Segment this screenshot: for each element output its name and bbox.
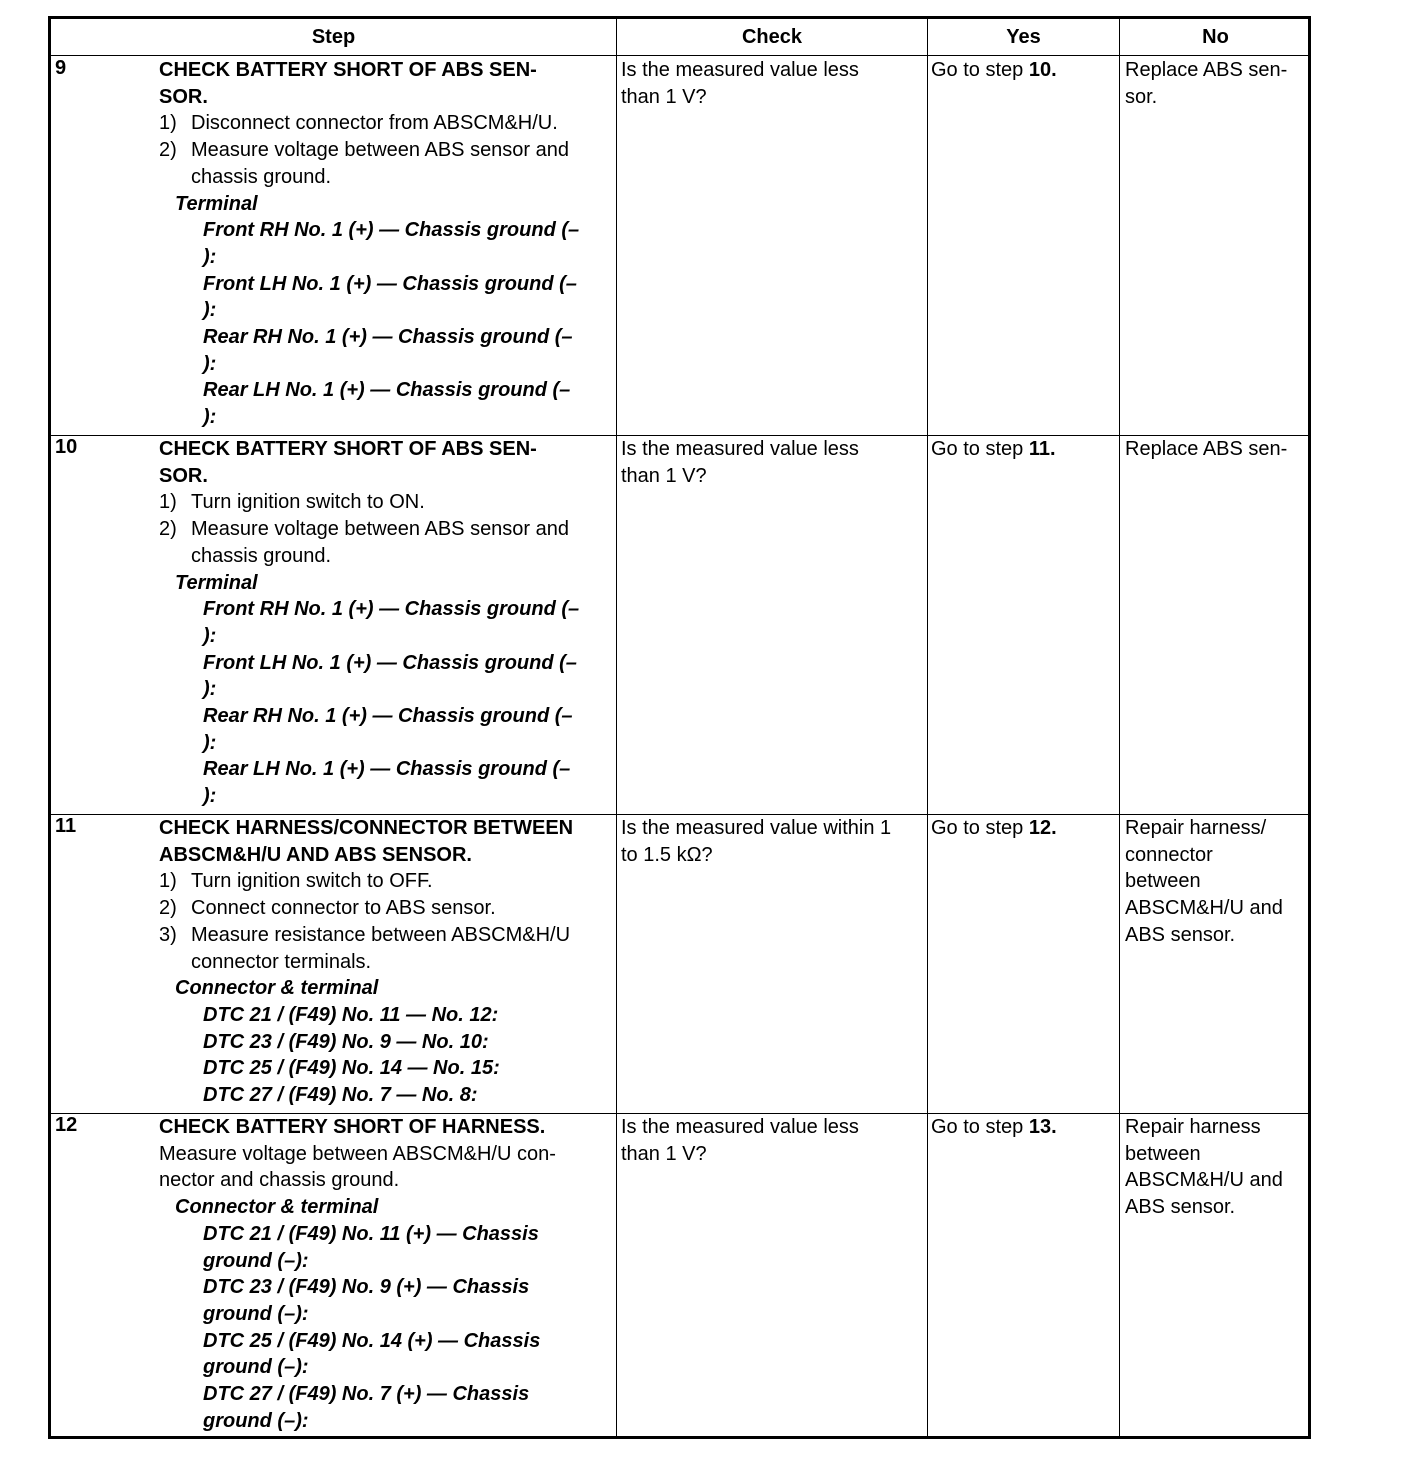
no-text: Replace ABS sen- [1125,59,1288,81]
no-cell [1125,1114,1311,1221]
list-item: 2) Measure voltage between ABS sensor and [159,518,570,541]
no-text-cont: ABSCM&H/U and [1125,1169,1283,1192]
terminal-heading: Terminal [175,571,258,594]
yes-cell [931,815,1119,842]
list-item: 1) Turn ignition switch to ON. [159,491,425,514]
no-cell [1125,57,1311,110]
check-text: Is the measured value within 1 [621,817,892,839]
list-item-text: Disconnect connector from ABSCM&H/U. [191,112,558,135]
yes-step-ref: 12. [1028,817,1057,839]
terminal-spec: DTC 25 / (F49) No. 14 (+) — Chassis [203,1329,541,1352]
step-instructions [159,815,619,1109]
no-text-cont: ABS sensor. [1125,1196,1236,1219]
step-body: Measure voltage between ABSCM&H/U con- [159,1142,556,1165]
check-cell [621,1114,926,1167]
step-number: 10 [55,436,78,458]
list-item: 2) Measure voltage between ABS sensor and [159,139,570,162]
yes-text: Go to step [931,817,1029,839]
terminal-spec-cont: ground (–): [203,1356,309,1379]
terminal-spec-cont: ): [203,678,217,701]
no-cell [1125,436,1311,463]
check-text-cont: to 1.5 kΩ? [621,843,713,866]
check-text: Is the measured value less [621,1116,859,1138]
terminal-spec: Rear LH No. 1 (+) — Chassis ground (– [203,758,571,781]
no-text-cont: ABSCM&H/U and [1125,897,1283,920]
list-item: 1) Turn ignition switch to OFF. [159,870,433,893]
terminal-spec: DTC 27 / (F49) No. 7 — No. 8: [203,1084,478,1107]
terminal-spec-cont: ground (–): [203,1249,309,1272]
list-item-cont [159,164,619,191]
list-item: 3) Measure resistance between ABSCM&H/U [159,923,571,946]
no-text: Repair harness/ [1125,817,1267,839]
no-text-cont: between [1125,870,1201,893]
connector-terminal-heading: Connector & terminal [175,977,379,1000]
terminal-spec: DTC 23 / (F49) No. 9 (+) — Chassis [203,1276,530,1299]
no-cell [1125,815,1311,949]
terminal-spec: Rear RH No. 1 (+) — Chassis ground (– [203,705,573,728]
terminal-spec: Front LH No. 1 (+) — Chassis ground (– [203,651,577,674]
terminal-spec-cont: ground (–): [203,1409,309,1432]
column-divider-check-yes [927,19,928,1436]
list-item-text: chassis ground. [191,544,332,567]
no-text-cont: connector [1125,843,1213,866]
terminal-spec: Rear LH No. 1 (+) — Chassis ground (– [203,379,571,402]
terminal-spec: DTC 25 / (F49) No. 14 — No. 15: [203,1057,500,1080]
check-text-cont: than 1 V? [621,1142,707,1165]
check-text: Is the measured value less [621,438,859,460]
connector-terminal-heading: Connector & terminal [175,1196,379,1219]
troubleshooting-table [48,16,1311,1439]
step-title: CHECK BATTERY SHORT OF ABS SEN- [159,438,537,460]
list-item-text: Measure resistance between ABSCM&H/U [191,923,571,946]
list-item-text: Measure voltage between ABS sensor and [191,518,570,541]
check-cell [621,815,926,868]
check-text-cont: than 1 V? [621,85,707,108]
terminal-spec-cont: ): [203,299,217,322]
terminal-heading: Terminal [175,192,258,215]
terminal-spec-cont: ): [203,624,217,647]
check-cell [621,436,926,489]
list-item-text: Connect connector to ABS sensor. [191,897,496,920]
terminal-spec-cont: ground (–): [203,1302,309,1325]
yes-step-ref: 10. [1028,59,1057,81]
list-item-cont [159,543,619,570]
step-instructions [159,436,619,810]
terminal-spec: Front RH No. 1 (+) — Chassis ground (– [203,598,580,621]
step-title-cont: SOR. [159,85,208,108]
list-item-text: connector terminals. [191,950,372,973]
step-instructions [159,57,619,431]
terminal-spec-cont: ): [203,245,217,268]
terminal-spec-cont: ): [203,406,217,429]
terminal-spec: Rear RH No. 1 (+) — Chassis ground (– [203,326,573,349]
yes-cell [931,436,1119,463]
no-text: Replace ABS sen- [1125,438,1288,460]
check-cell [621,57,926,110]
step-title: CHECK HARNESS/CONNECTOR BETWEEN [159,817,574,839]
terminal-spec: DTC 27 / (F49) No. 7 (+) — Chassis [203,1383,530,1406]
terminal-spec: DTC 23 / (F49) No. 9 — No. 10: [203,1030,489,1053]
header-yes: Yes [1006,26,1041,48]
step-number: 12 [55,1114,78,1136]
no-text-cont: sor. [1125,85,1158,108]
yes-step-ref: 11. [1028,438,1056,460]
terminal-spec: Front RH No. 1 (+) — Chassis ground (– [203,219,580,242]
column-divider-yes-no [1119,19,1120,1436]
terminal-spec-cont: ): [203,352,217,375]
list-item-text: Measure voltage between ABS sensor and [191,139,570,162]
list-item-cont [159,949,619,976]
list-item-text: Turn ignition switch to OFF. [191,870,433,893]
step-title-cont: SOR. [159,464,208,487]
list-item: 2) Connect connector to ABS sensor. [159,897,496,920]
list-item-text: Turn ignition switch to ON. [191,491,425,514]
no-text-cont: between [1125,1142,1201,1165]
terminal-spec: DTC 21 / (F49) No. 11 — No. 12: [203,1003,499,1026]
header-no: No [1202,26,1229,48]
terminal-spec: Front LH No. 1 (+) — Chassis ground (– [203,272,577,295]
yes-text: Go to step [931,438,1029,460]
step-instructions [159,1114,619,1434]
step-number: 11 [55,815,77,837]
step-title-cont: ABSCM&H/U AND ABS SENSOR. [159,843,472,866]
check-text: Is the measured value less [621,59,859,81]
step-title: CHECK BATTERY SHORT OF ABS SEN- [159,59,537,81]
list-item-text: chassis ground. [191,165,332,188]
yes-cell [931,1114,1119,1141]
header-check: Check [741,26,803,48]
list-item: 1) Disconnect connector from ABSCM&H/U. [159,112,558,135]
terminal-spec-cont: ): [203,731,217,754]
terminal-spec-cont: ): [203,785,217,808]
no-text: Repair harness [1125,1116,1261,1138]
terminal-spec: DTC 21 / (F49) No. 11 (+) — Chassis [203,1222,539,1245]
no-text-cont: ABS sensor. [1125,923,1236,946]
step-number: 9 [55,57,67,79]
header-divider [51,55,1308,56]
check-text-cont: than 1 V? [621,464,707,487]
yes-text: Go to step [931,1116,1029,1138]
step-title: CHECK BATTERY SHORT OF HARNESS. [159,1116,546,1138]
step-body-cont: nector and chassis ground. [159,1169,400,1192]
yes-cell [931,57,1119,84]
yes-step-ref: 13. [1028,1116,1057,1138]
yes-text: Go to step [931,59,1029,81]
header-step: Step [311,26,356,48]
